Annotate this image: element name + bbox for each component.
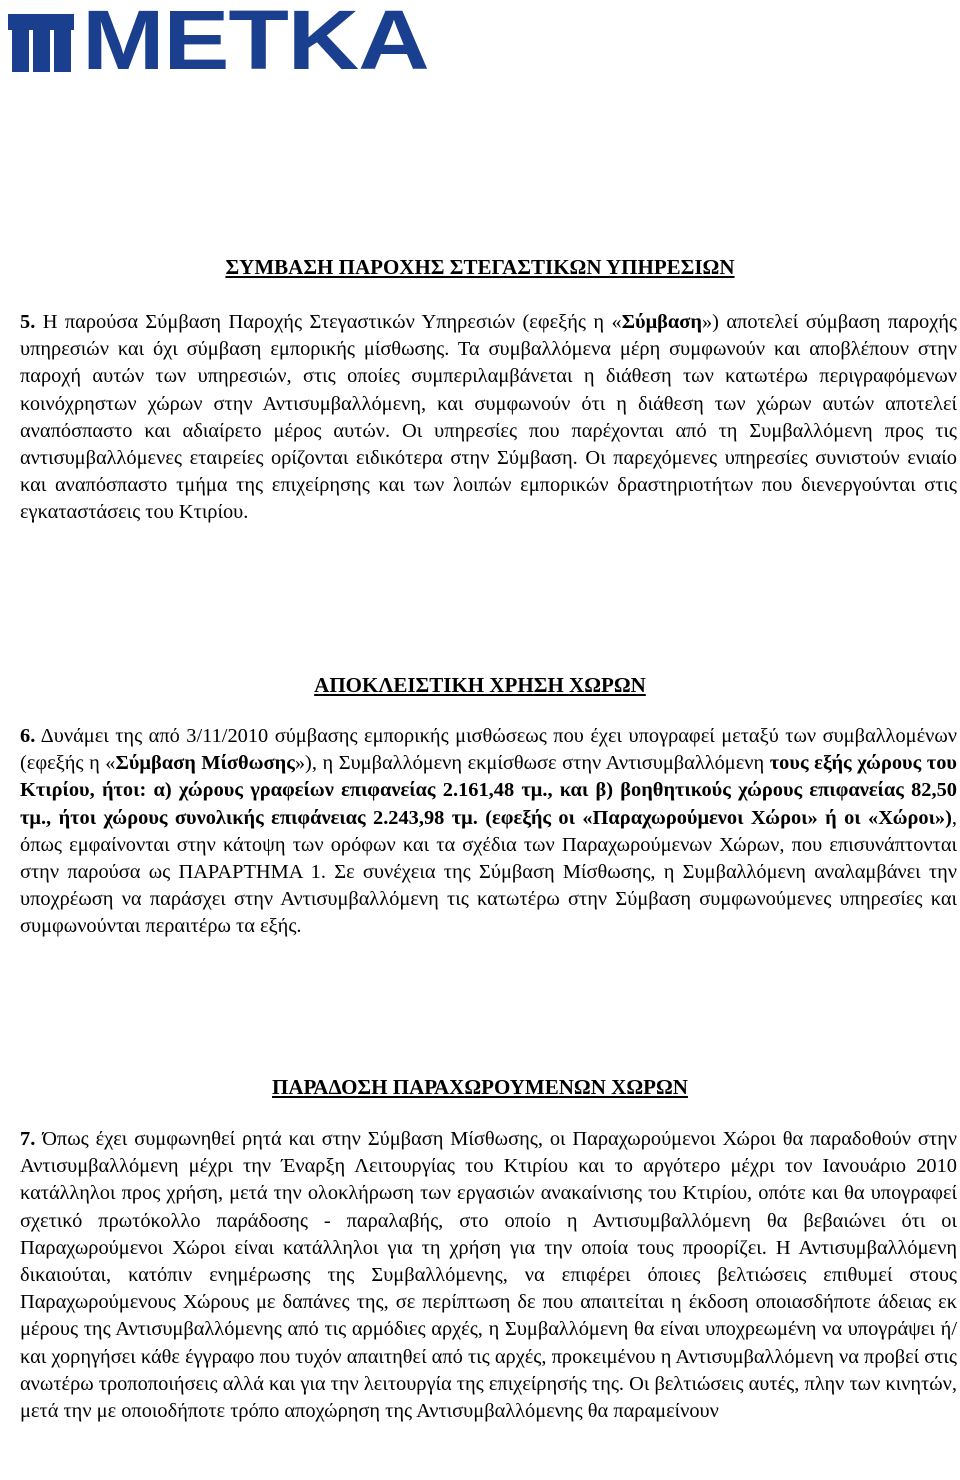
text-run: Όπως έχει συμφωνηθεί ρητά και στην Σύμβαση Μίσθωσης, οι Παραχωρούμενοι Χώροι θα παραδοθούν στην Αντισυμβαλλόμενη μέχρι την Έναρξη Λειτουργίας του Κτιρίου και το αργότερο μέχρι τον Ιανουάριο 2010 κατάλληλοι προς χρήση, μετά την ολοκλήρωση των εργασιών ανακαίνισης του Κτιρίου, οπότε και θα υπογραφεί σχετικό πρωτόκολλο παράδοσης - παραλαβής, στο οποίο η Αντισυμβαλλόμενη θα βεβαιώνει ότι οι Παραχωρούμενοι Χώροι είναι κατάλληλοι για τη χρήση για την οποία τους προορίζει. Η Αντισυμβαλλόμενη δικαιούται, κατόπιν ενημέρωσης της Συμβαλλόμενης, να επιφέρει όποιες βελτιώσεις επιθυμεί στους Παραχωρούμενους Χώρους με δαπάνες της, σε περίπτωση δε που απαιτείται η έκδοση οποιασδήποτε άδειας εκ μέρους της Αντισυμβαλλόμενης από τις αρμόδιες αρχές, η Συμβαλλόμενη θα είναι υποχρεωμένη να υπογράψει ή/και χορηγήσει κάθε έγγραφο που τυχόν απαιτηθεί από τις αρχές, προκειμένου η Αντισυμβαλλόμενη να προβεί στις ανωτέρω τροποποιήσεις αλλά και για την λειτουργία της επιχείρησής της. Οι βελτιώσεις αυτές, πλην των κινητών, μετά την με οποιοδήποτε τρόπο αποχώρηση της Αντισυμβαλλόμενης θα παραμείνουν bbox=[20, 1128, 957, 1423]
bold-text-run: 7. bbox=[20, 1128, 36, 1150]
bold-text-run: Σύμβαση Μίσθωσης bbox=[115, 752, 295, 775]
section-paragraph-7 bbox=[20, 1126, 957, 1425]
section-heading-exclusive-use: ΑΠΟΚΛΕΙΣΤΙΚΗ ΧΡΗΣΗ ΧΩΡΩΝ bbox=[314, 673, 646, 697]
section-heading-housing-services: ΣΥΜΒΑΣΗ ΠΑΡΟΧΗΣ ΣΤΕΓΑΣΤΙΚΩΝ ΥΠΗΡΕΣΙΩΝ bbox=[225, 255, 735, 279]
text-run: ») αποτελεί σύμβαση παροχής υπηρεσιών και όχι σύμβαση εμπορικής μίσθωσης. Τα συμβαλλόμενα μέρη συμφωνούν και αποβλέπουν στην παροχή αυτών των υπηρεσιών, στις οποίες συμπεριλαμβάνεται η διάθεση των κατωτέρω περιγραφόμενων κοινόχρηστων χώρων στην Αντισυμβαλλόμενη, και συμφωνούν ότι η διάθεση των χώρων αυτών αποτελεί αναπόσπαστο και αδιαίρετο μέρος αυτών. Οι υπηρεσίες που παρέχονται από τη Συμβαλλόμενη προς τις αντισυμβαλλόμενες εταιρείες ορίζονται ειδικότερα στην Σύμβαση. Οι παρεχόμενες υπηρεσίες συνιστούν ενιαίο και αναπόσπαστο τμήμα της επιχείρησης και των λοιπών εμπορικών δραστηριοτήτων που διενεργούνται στις εγκαταστάσεις του Κτιρίου. bbox=[20, 311, 957, 524]
text-run: Η παρούσα Σύμβαση Παροχής Στεγαστικών Υπηρεσιών (εφεξής η « bbox=[35, 311, 622, 333]
bold-text-run: 5. bbox=[20, 311, 36, 333]
section-paragraph-6 bbox=[20, 723, 957, 941]
logo-text: METKA bbox=[82, 0, 429, 87]
section-heading-delivery: ΠΑΡΑΔΟΣΗ ΠΑΡΑΧΩΡΟΥΜΕΝΩΝ ΧΩΡΩΝ bbox=[272, 1075, 688, 1099]
text-run: »), η Συμβαλλόμενη εκμίσθωσε στην Αντισυμβαλλόμενη bbox=[294, 752, 770, 775]
text-run: , όπως εμφαίνονται στην κάτοψη των ορόφων και τα σχέδια των Παραχωρούμενων Χώρων, που επισυνάπτονται στην παρούσα ως ΠΑΡΑΡΤΗΜΑ 1. Σε συνέχεια της Σύμβαση Μίσθωσης, η Συμβαλλόμενη αναλαμβάνει την υποχρέωση να παράσχει στην Αντισυμβαλλόμενη τις κατωτέρω στην Σύμβαση συμφωνούμενες υπηρεσίες και συμφωνούνται περαιτέρω τα εξής. bbox=[20, 806, 957, 938]
metka-logo-mark-icon bbox=[8, 6, 74, 74]
bold-text-run: τους εξής χώρους του Κτιρίου, ήτοι: α) χώρους γραφείων επιφανείας 2.161,48 τμ., και β) βοηθητικούς χώρους επιφανείας 82,50 τμ., ήτοι χώρους συνολικής επιφάνειας 2.243,98 τμ. (εφεξής οι «Παραχωρούμενοι Χώροι» ή οι «Χώροι») bbox=[20, 752, 957, 829]
text-run: Δυνάμει της από 3/11/2010 σύμβασης εμπορικής μισθώσεως που έχει υπογραφεί μεταξύ των συμβαλλομένων (εφεξής η « bbox=[20, 725, 957, 775]
company-logo bbox=[8, 0, 429, 87]
section-paragraph-5 bbox=[20, 309, 957, 527]
bold-text-run: Σύμβαση bbox=[621, 311, 702, 333]
bold-text-run: 6. bbox=[20, 725, 36, 747]
